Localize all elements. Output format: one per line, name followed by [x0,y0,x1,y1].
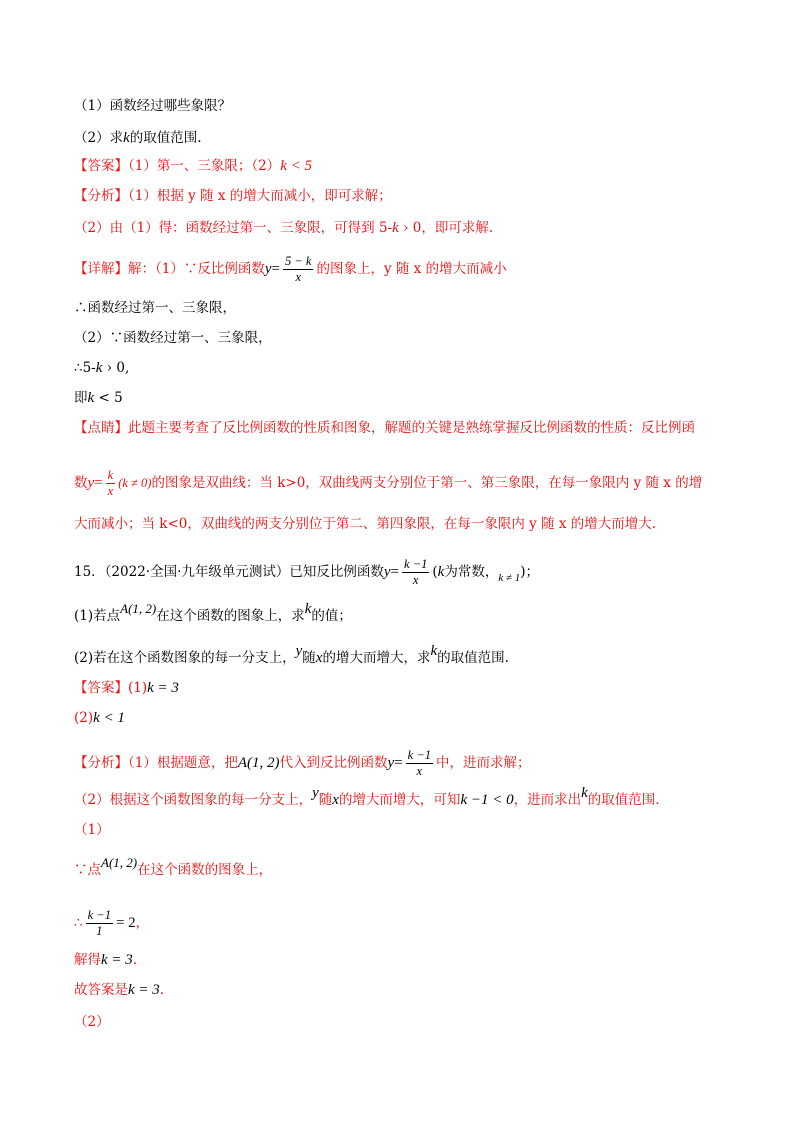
analysis-line-2: （2）由（1）得：函数经过第一、三象限，可得到 5-k › 0，即可求解. [74,220,494,236]
step-2: （2）∵函数经过第一、三象限， [74,330,272,346]
detail-line: 【详解】解：（1）∵反比例函数y= $\frac{5 - k}{x}$ 的图象上，y 随 x 的增大而减小 [74,254,507,284]
answer-line: 【答案】（1）第一、三象限；（2）k < 5 [74,158,312,174]
solution-1-line-2: ∴ $\frac{k -1}{1}$ = 2， [74,908,150,938]
question-2: （2）求k的取值范围. [74,130,202,146]
sub-question-2: (2)若在这个函数图象的每一分支上，y随x的增大而增大，求k的取值范围. [74,643,509,666]
answer-line-b1: 【答案】(1)k = 3 [74,680,179,696]
analysis-line-b2: （2）根据这个函数图象的每一分支上，y随x的增大而增大，可知k −1 < 0，进而求出k的取值范围. [74,785,660,808]
solution-1-line-3: 解得k = 3. [74,952,138,968]
solution-1-label: （1） [74,822,110,838]
review-line-1: 【点睛】此题主要考查了反比例函数的性质和图象，解题的关键是熟练掌握反比例函数的性质：反比例函 [74,420,695,436]
question-15: 15．（2022·全国·九年级单元测试）已知反比例函数y= $\frac{k -1}{x}$ (k为常数，$_{k \ne 1}$)； [74,557,540,587]
fraction: $\frac{k -1}{x}$ [404,557,428,587]
review-line-3: 大而减小；当 k<0，双曲线的两支分别位于第二、第四象限，在每一象限内 y 随 x 的增大而增大. [74,516,657,532]
answer-line-b2: (2)k < 1 [74,710,125,726]
step-3: ∴5-k › 0, [74,360,130,376]
analysis-line-b1: 【分析】（1）根据题意，把A(1, 2)代入到反比例函数y= $\frac{k -1}{x}$ 中，进而求解； [74,748,531,778]
fraction: $\frac{5 - k}{x}$ [284,254,312,284]
step-4: 即k < 5 [74,390,123,406]
solution-1-line-4: 故答案是k = 3. [74,982,165,998]
fraction: $\frac{k}{x}$ [107,468,114,498]
review-line-2: 数y= $\frac{k}{x}$ (k ≠ 0)的图象是双曲线：当 k>0，双曲线两支分别位于第一、第三象限，在每一象限内 y 随 x 的增 [74,468,703,498]
analysis-line-1: 【分析】（1）根据 y 随 x 的增大而减小，即可求解； [74,188,392,204]
solution-2-label: （2） [74,1014,110,1030]
detail-tag: 【详解】 [74,261,128,277]
answer-tag: 【答案】 [74,680,128,696]
analysis-tag: 【分析】 [74,755,128,771]
review-tag: 【点睛】 [74,420,128,436]
analysis-tag: 【分析】 [74,188,128,204]
fraction: $\frac{k -1}{1}$ [87,908,111,938]
step-1: ∴函数经过第一、三象限， [74,300,236,316]
fraction: $\frac{k -1}{x}$ [407,748,431,778]
solution-1-line-1: ∵点A(1, 2)在这个函数的图象上， [74,855,273,878]
answer-tag: 【答案】 [74,158,128,174]
sub-question-1: (1)若点A(1, 2)在这个函数的图象上，求k的值； [74,601,352,624]
question-1: （1）函数经过哪些象限？ [74,98,232,114]
